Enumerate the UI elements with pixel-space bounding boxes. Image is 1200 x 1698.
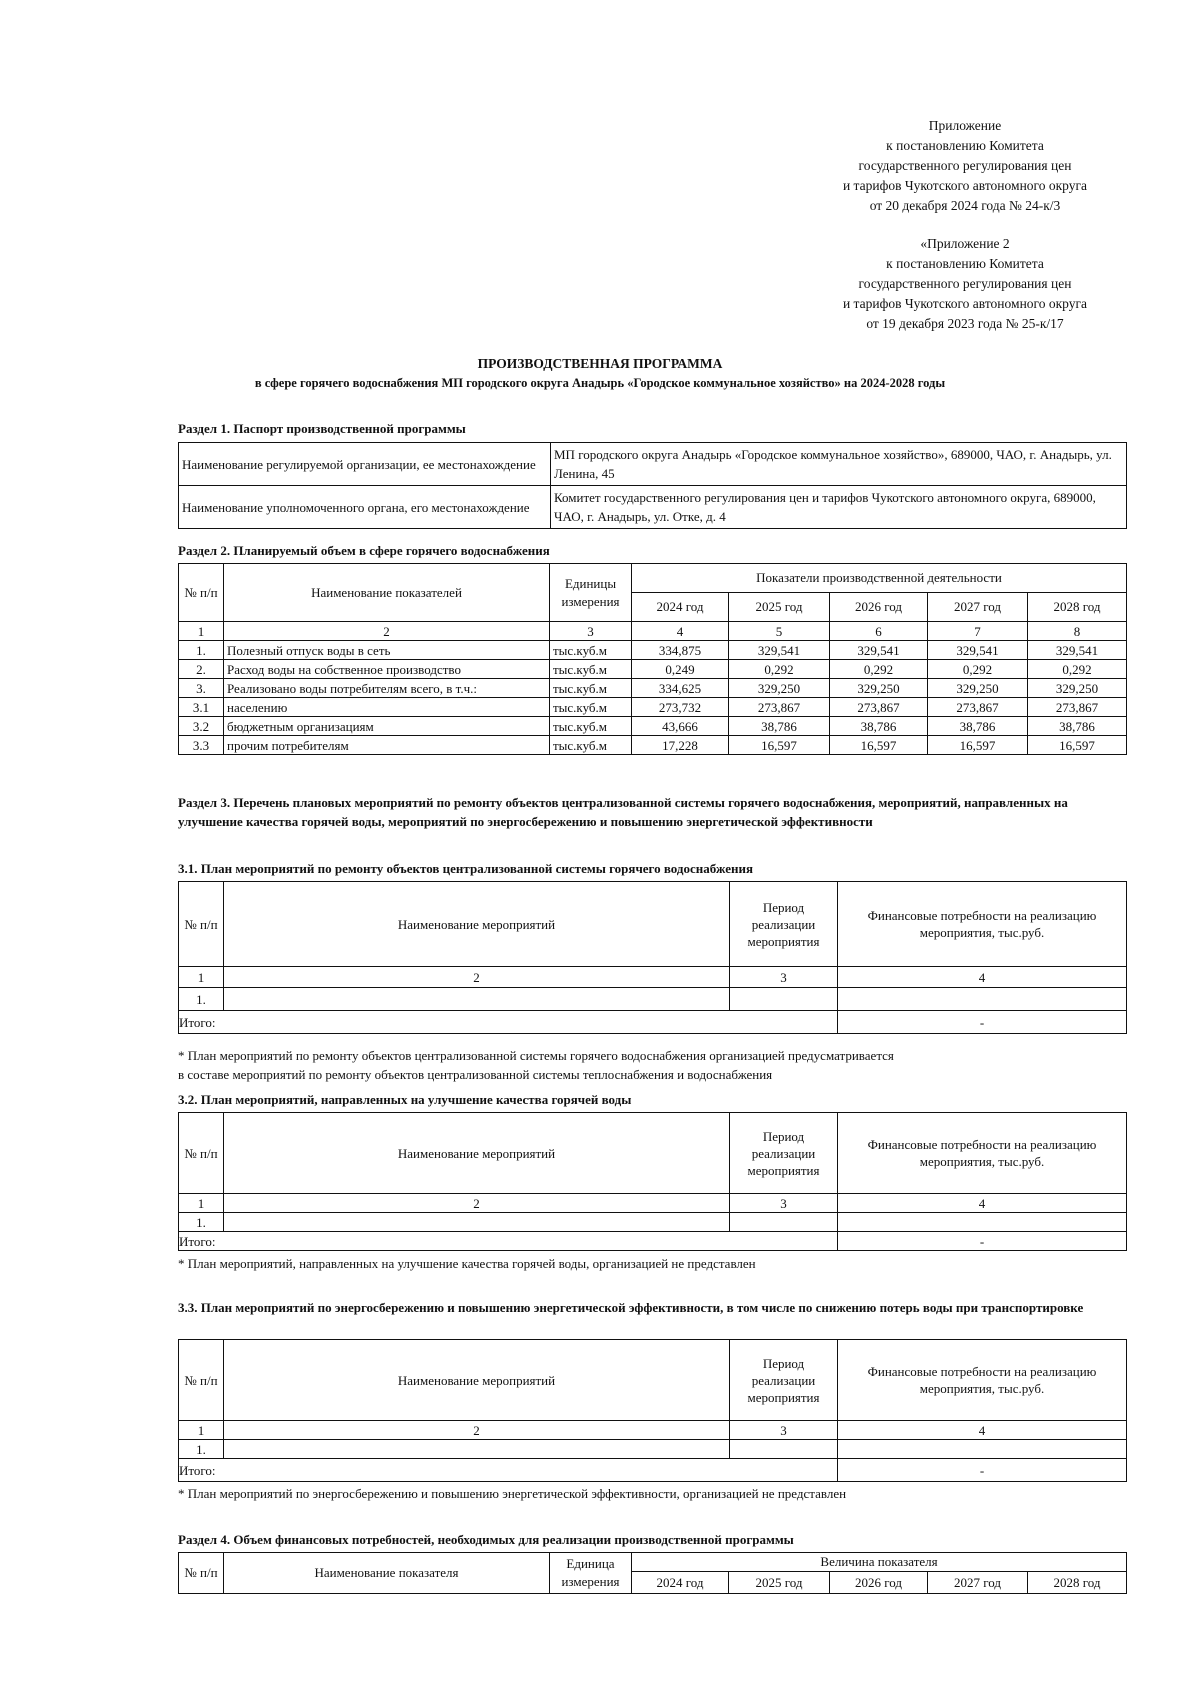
total-label: Итого: [179, 1232, 838, 1251]
approval-block-previous [800, 234, 1130, 334]
table-header-row [179, 1113, 1127, 1194]
row-name: Полезный отпуск воды в сеть [224, 641, 550, 660]
header-year: 2024 год [632, 593, 729, 622]
header-year: 2026 год [830, 593, 928, 622]
header-year: 2028 год [1028, 593, 1127, 622]
approval-line: государственного регулирования цен [858, 158, 1072, 173]
col-num: 1 [179, 1194, 224, 1213]
row-name [224, 1213, 730, 1232]
row-value: 334,875 [632, 641, 729, 660]
row-num: 3.3 [179, 736, 224, 755]
header-num: № п/п [179, 1553, 224, 1594]
table-row [179, 443, 1127, 486]
header-num: № п/п [179, 1340, 224, 1421]
row-value: 16,597 [830, 736, 928, 755]
row-num: 1. [179, 1440, 224, 1459]
row-num: 3. [179, 679, 224, 698]
row-value: 334,625 [632, 679, 729, 698]
total-label: Итого: [179, 1011, 838, 1034]
section-4-heading: Раздел 4. Объем финансовых потребностей, необходимых для реализации производственной программы [178, 1532, 794, 1547]
approval-line: и тарифов Чукотского автономного округа [842, 296, 1088, 311]
col-num: 3 [550, 622, 632, 641]
row-value: 329,250 [1028, 679, 1127, 698]
row-value: 273,867 [729, 698, 830, 717]
row-value: 273,867 [928, 698, 1028, 717]
total-label: Итого: [179, 1459, 838, 1482]
row-value: 0,292 [1028, 660, 1127, 679]
passport-label: Наименование регулируемой организации, ее местонахождение [179, 443, 551, 486]
row-unit: тыс.куб.м [550, 717, 632, 736]
table-row [179, 679, 1127, 698]
row-value: 329,541 [928, 641, 1028, 660]
header-finance: Финансовые потребности на реализацию мероприятия, тыс.руб. [838, 1113, 1127, 1194]
header-name: Наименование показателей [224, 564, 550, 622]
row-name: бюджетным организациям [224, 717, 550, 736]
header-group: Величина показателя [632, 1553, 1127, 1572]
table-row [179, 1213, 1127, 1232]
row-name: прочим потребителям [224, 736, 550, 755]
volume-table [178, 563, 1127, 755]
row-finance [838, 988, 1127, 1011]
document-title: ПРОИЗВОДСТВЕННАЯ ПРОГРАММА [477, 356, 723, 371]
column-number-row [179, 967, 1127, 988]
column-number-row [179, 1421, 1127, 1440]
header-name: Наименование мероприятий [224, 1340, 730, 1421]
row-num: 3.2 [179, 717, 224, 736]
header-year: 2028 год [1028, 1572, 1127, 1594]
header-year: 2025 год [729, 1572, 830, 1594]
section-3-1-heading: 3.1. План мероприятий по ремонту объектов централизованной системы горячего водоснабжения [178, 861, 753, 876]
header-year: 2027 год [928, 593, 1028, 622]
col-num: 3 [730, 1194, 838, 1213]
row-num: 1. [179, 1213, 224, 1232]
row-finance [838, 1213, 1127, 1232]
approval-line: и тарифов Чукотского автономного округа [842, 178, 1088, 193]
passport-value: МП городского округа Анадырь «Городское коммунальное хозяйство», 689000, ЧАО, г. Анадырь, ул. Ленина, 45 [551, 443, 1127, 486]
repair-plan-table [178, 881, 1127, 1034]
col-num: 1 [179, 622, 224, 641]
table-row [179, 660, 1127, 679]
header-name: Наименование мероприятий [224, 882, 730, 967]
row-num: 1. [179, 988, 224, 1011]
section-1-heading: Раздел 1. Паспорт производственной программы [178, 421, 466, 436]
row-num: 2. [179, 660, 224, 679]
row-period [730, 988, 838, 1011]
row-name: населению [224, 698, 550, 717]
header-period: Период реализации мероприятия [730, 882, 838, 967]
passport-label: Наименование уполномоченного органа, его местонахождение [179, 486, 551, 529]
energy-plan-table [178, 1339, 1127, 1482]
total-row [179, 1232, 1127, 1251]
col-num: 2 [224, 622, 550, 641]
col-num: 4 [838, 967, 1127, 988]
col-num: 8 [1028, 622, 1127, 641]
row-unit: тыс.куб.м [550, 641, 632, 660]
col-num: 4 [632, 622, 729, 641]
energy-plan-note: * План мероприятий по энергосбережению и повышению энергетической эффективности, организацией не представлен [178, 1486, 847, 1501]
col-num: 2 [224, 967, 730, 988]
header-year: 2024 год [632, 1572, 729, 1594]
table-row [179, 486, 1127, 529]
row-unit: тыс.куб.м [550, 679, 632, 698]
row-value: 0,292 [830, 660, 928, 679]
col-num: 3 [730, 967, 838, 988]
row-value: 273,867 [830, 698, 928, 717]
row-num: 1. [179, 641, 224, 660]
col-num: 1 [179, 967, 224, 988]
col-num: 1 [179, 1421, 224, 1440]
section-3-heading: Раздел 3. Перечень плановых мероприятий по ремонту объектов централизованной системы горячего водоснабжения, мероприятий, направленных на улучшение качества горячей воды, мероприятий по энергосбережению и повышению энергетической эффективности [178, 795, 1068, 829]
approval-line: от 19 декабря 2023 года № 25-к/17 [866, 316, 1064, 331]
col-num: 6 [830, 622, 928, 641]
col-num: 7 [928, 622, 1028, 641]
row-name [224, 1440, 730, 1459]
row-value: 329,541 [830, 641, 928, 660]
table-header-row [179, 564, 1127, 593]
section-3-2-heading: 3.2. План мероприятий, направленных на улучшение качества горячей воды [178, 1092, 632, 1107]
row-value: 16,597 [1028, 736, 1127, 755]
row-value: 0,249 [632, 660, 729, 679]
table-row [179, 641, 1127, 660]
quality-plan-note: * План мероприятий, направленных на улучшение качества горячей воды, организацией не представлен [178, 1256, 756, 1271]
row-unit: тыс.куб.м [550, 698, 632, 717]
row-unit: тыс.куб.м [550, 660, 632, 679]
section-3-3-heading: 3.3. План мероприятий по энергосбережению и повышению энергетической эффективности, в том числе по снижению потерь воды при транспортировке [178, 1300, 1084, 1315]
header-year: 2026 год [830, 1572, 928, 1594]
table-row [179, 698, 1127, 717]
col-num: 3 [730, 1421, 838, 1440]
header-year: 2027 год [928, 1572, 1028, 1594]
table-row [179, 988, 1127, 1011]
table-header-row [179, 1340, 1127, 1421]
row-num: 3.1 [179, 698, 224, 717]
row-name: Реализовано воды потребителям всего, в т.ч.: [224, 679, 550, 698]
row-value: 17,228 [632, 736, 729, 755]
row-finance [838, 1440, 1127, 1459]
row-period [730, 1440, 838, 1459]
header-name: Наименование мероприятий [224, 1113, 730, 1194]
approval-line: Приложение [928, 118, 1002, 133]
quality-plan-table [178, 1112, 1127, 1251]
row-value: 329,250 [830, 679, 928, 698]
row-value: 38,786 [729, 717, 830, 736]
header-num: № п/п [179, 882, 224, 967]
total-value: - [838, 1459, 1127, 1482]
note-line: в составе мероприятий по ремонту объектов централизованной системы теплоснабжения и водоснабжения [178, 1067, 773, 1082]
header-period: Период реализации мероприятия [730, 1113, 838, 1194]
total-row [179, 1011, 1127, 1034]
header-name: Наименование показателя [224, 1553, 550, 1594]
header-group: Показатели производственной деятельности [632, 564, 1127, 593]
row-value: 0,292 [928, 660, 1028, 679]
row-value: 273,732 [632, 698, 729, 717]
approval-line: к постановлению Комитета [886, 138, 1044, 153]
row-value: 38,786 [830, 717, 928, 736]
row-value: 329,541 [1028, 641, 1127, 660]
header-period: Период реализации мероприятия [730, 1340, 838, 1421]
header-unit: Единица измерения [550, 1553, 632, 1594]
table-row [179, 717, 1127, 736]
row-name [224, 988, 730, 1011]
col-num: 5 [729, 622, 830, 641]
row-value: 273,867 [1028, 698, 1127, 717]
document-subtitle: в сфере горячего водоснабжения МП городского округа Анадырь «Городское коммунальное хозяйство» на 2024-2028 годы [254, 376, 946, 390]
passport-table [178, 442, 1127, 529]
col-num: 2 [224, 1421, 730, 1440]
table-row [179, 1440, 1127, 1459]
header-finance: Финансовые потребности на реализацию мероприятия, тыс.руб. [838, 882, 1127, 967]
total-value: - [838, 1232, 1127, 1251]
total-row [179, 1459, 1127, 1482]
finance-table [178, 1552, 1127, 1594]
column-number-row [179, 1194, 1127, 1213]
col-num: 4 [838, 1421, 1127, 1440]
header-num: № п/п [179, 1113, 224, 1194]
table-header-row [179, 1553, 1127, 1572]
approval-line: к постановлению Комитета [886, 256, 1044, 271]
col-num: 4 [838, 1194, 1127, 1213]
header-unit: Единицы измерения [550, 564, 632, 622]
row-value: 16,597 [928, 736, 1028, 755]
table-row [179, 736, 1127, 755]
total-value: - [838, 1011, 1127, 1034]
row-name: Расход воды на собственное производство [224, 660, 550, 679]
row-period [730, 1213, 838, 1232]
row-value: 43,666 [632, 717, 729, 736]
row-value: 16,597 [729, 736, 830, 755]
row-value: 329,250 [928, 679, 1028, 698]
approval-line: государственного регулирования цен [858, 276, 1072, 291]
row-value: 38,786 [1028, 717, 1127, 736]
header-num: № п/п [179, 564, 224, 622]
passport-value: Комитет государственного регулирования цен и тарифов Чукотского автономного округа, 689000, ЧАО, г. Анадырь, ул. Отке, д. 4 [551, 486, 1127, 529]
header-year: 2025 год [729, 593, 830, 622]
note-line: * План мероприятий по ремонту объектов централизованной системы горячего водоснабжения организацией предусматривается [178, 1048, 894, 1063]
table-header-row [179, 882, 1127, 967]
header-finance: Финансовые потребности на реализацию мероприятия, тыс.руб. [838, 1340, 1127, 1421]
approval-line: «Приложение 2 [920, 236, 1010, 251]
row-value: 38,786 [928, 717, 1028, 736]
col-num: 2 [224, 1194, 730, 1213]
approval-block-current [800, 116, 1130, 216]
section-2-heading: Раздел 2. Планируемый объем в сфере горячего водоснабжения [178, 543, 550, 558]
row-unit: тыс.куб.м [550, 736, 632, 755]
column-number-row [179, 622, 1127, 641]
row-value: 0,292 [729, 660, 830, 679]
row-value: 329,541 [729, 641, 830, 660]
approval-line: от 20 декабря 2024 года № 24-к/3 [869, 198, 1061, 213]
repair-plan-note [178, 1046, 1138, 1084]
row-value: 329,250 [729, 679, 830, 698]
